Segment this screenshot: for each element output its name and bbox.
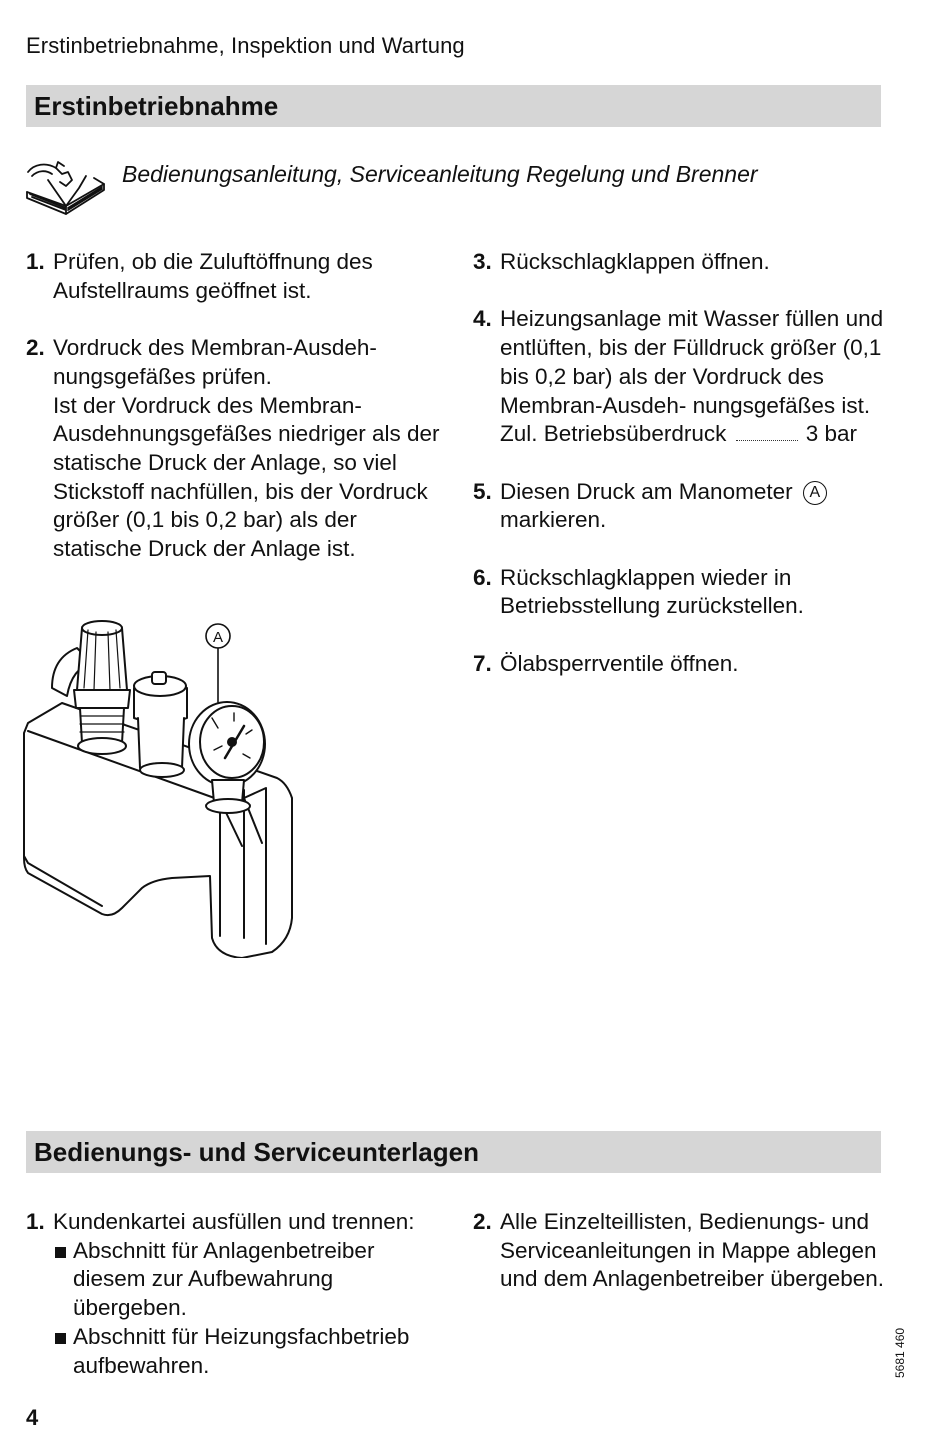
square-bullet-icon	[55, 1333, 66, 1344]
step-text: Ölabsperrventile öffnen.	[500, 650, 739, 676]
figure-label-a: A	[212, 629, 224, 646]
bullet-text: Abschnitt für Heizungsfachbetrieb aufbewahren.	[73, 1323, 410, 1378]
step-item	[473, 1208, 893, 1294]
step-text: Alle Einzelteillisten, Bedienungs- und Serviceanleitungen in Mappe ablegen und dem Anlagenbetreiber übergeben.	[500, 1209, 885, 1292]
step-number: 6.	[473, 564, 492, 590]
step-number: 7.	[473, 650, 492, 676]
book-hand-icon	[24, 158, 110, 225]
page-number: 4	[26, 1405, 39, 1430]
step-item	[26, 334, 446, 564]
step-number: 2.	[473, 1209, 492, 1234]
bullet-text: Abschnitt für Anlagenbetreiber diesem zur Aufbewahrung übergeben.	[73, 1237, 375, 1321]
step-text: Vordruck des Membran-Ausdeh- nungsgefäßes prüfen.	[53, 335, 377, 389]
step-text-continued: markieren.	[500, 507, 607, 533]
reference-note: Bedienungsanleitung, Serviceanleitung Regelung und Brenner	[122, 161, 758, 187]
step-text: Diesen Druck am Manometer	[500, 478, 793, 504]
step-item	[26, 248, 446, 305]
pressure-spec	[500, 420, 857, 449]
step-item	[26, 1208, 451, 1380]
section1-left-column	[26, 248, 446, 592]
step-item	[473, 564, 893, 621]
section2-left-column	[26, 1208, 451, 1409]
step-item	[473, 248, 893, 277]
step-number: 3.	[473, 249, 492, 274]
section1-right-column	[473, 248, 893, 707]
marker-a: A	[803, 481, 827, 505]
step-text: Prüfen, ob die Zuluftöffnung des Aufstellraums geöffnet ist.	[53, 249, 373, 303]
bullet-item	[53, 1237, 451, 1323]
step-number: 1.	[26, 249, 45, 274]
step-note: Ist der Vordruck des Membran-Ausdehnungsgefäßes niedriger als der statische Druck der Anlage, so viel Stickstoff nachfüllen, bis der Vordruck größer (0,1 bis 0,2 bar) als der statische Druck der Anlage ist.	[53, 392, 440, 562]
step-item	[473, 305, 893, 449]
pressure-value: 3 bar	[805, 421, 857, 447]
step-number: 2.	[26, 335, 45, 361]
square-bullet-icon	[55, 1247, 66, 1258]
step-text: Rückschlagklappen öffnen.	[500, 249, 770, 274]
document-number: 5681 460	[893, 1327, 907, 1378]
step-number: 5.	[473, 478, 492, 504]
bullet-item	[53, 1323, 451, 1380]
step-text: Kundenkartei ausfüllen und trennen:	[53, 1209, 415, 1234]
step-number: 4.	[473, 306, 492, 332]
step-number: 1.	[26, 1209, 45, 1234]
section-title-erstinbetriebnahme: Erstinbetriebnahme	[26, 85, 881, 127]
step-item	[473, 478, 893, 535]
safety-group-illustration	[22, 618, 322, 963]
section2-right-column	[473, 1208, 893, 1323]
running-header: Erstinbetriebnahme, Inspektion und Wartung	[26, 33, 465, 58]
section-title-unterlagen: Bedienungs- und Serviceunterlagen	[26, 1131, 881, 1173]
step-item	[473, 650, 893, 679]
step-text: Heizungsanlage mit Wasser füllen und entlüften, bis der Fülldruck größer (0,1 bis 0,2 bar) als der Vordruck des Membran-Ausdeh- nungsgefäßes ist.	[500, 306, 884, 418]
leader-dots	[736, 440, 797, 441]
step-text: Rückschlagklappen wieder in Betriebsstellung zurückstellen.	[500, 564, 804, 619]
pressure-label: Zul. Betriebsüberdruck	[500, 421, 727, 447]
